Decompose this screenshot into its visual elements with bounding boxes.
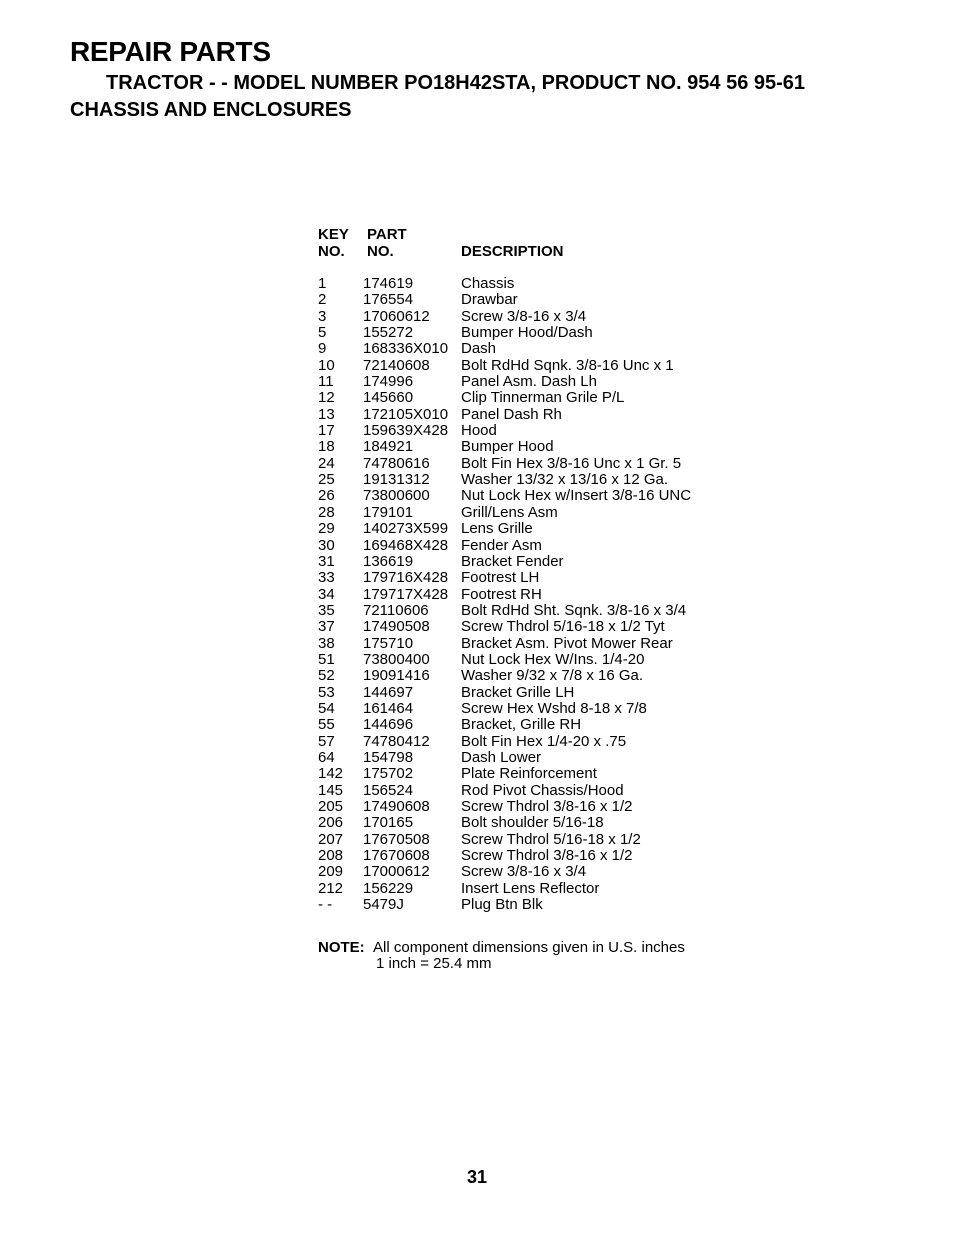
key-cell: 34 xyxy=(318,585,335,603)
table-row xyxy=(318,652,738,668)
key-cell: 55 xyxy=(318,716,335,734)
key-cell: 12 xyxy=(318,389,335,407)
part-number-cell: 17060612 xyxy=(363,307,430,325)
table-row xyxy=(318,309,738,325)
description-cell: Panel Dash Rh xyxy=(461,405,562,423)
key-cell: 142 xyxy=(318,765,344,783)
key-cell: 208 xyxy=(318,847,344,865)
key-cell: 35 xyxy=(318,601,335,619)
table-row xyxy=(318,341,738,357)
key-cell: 10 xyxy=(318,356,335,374)
model-text: TRACTOR - - MODEL NUMBER PO18H42STA, PRODUCT NO. 954 56 95-61 xyxy=(106,72,806,94)
table-row xyxy=(318,521,738,537)
part-number-cell: 74780616 xyxy=(363,454,430,472)
description-cell: Nut Lock Hex W/Ins. 1/4-20 xyxy=(461,650,645,668)
key-cell: 25 xyxy=(318,471,335,489)
part-number-cell: 159639X428 xyxy=(363,422,449,440)
description-cell: Washer 9/32 x 7/8 x 16 Ga. xyxy=(461,667,644,685)
part-number-cell: 179716X428 xyxy=(363,569,449,587)
key-cell: 11 xyxy=(318,373,334,391)
description-cell: Screw Hex Wshd 8-18 x 7/8 xyxy=(461,699,647,717)
part-number-cell: 175710 xyxy=(363,634,414,652)
description-cell: Screw Thdrol 3/8-16 x 1/2 xyxy=(461,798,633,815)
description-cell: Bracket Asm. Pivot Mower Rear xyxy=(461,634,673,652)
page-number: 31 xyxy=(466,1167,488,1187)
key-cell: 30 xyxy=(318,536,335,554)
key-cell: 64 xyxy=(318,748,335,766)
part-number-cell: 73800600 xyxy=(363,487,430,505)
part-number-cell: 170165 xyxy=(363,814,414,832)
part-number-cell: 17000612 xyxy=(363,863,430,881)
note-line1 xyxy=(318,940,685,956)
part-number-cell: 168336X010 xyxy=(363,340,449,358)
note-text: All component dimensions given in U.S. inches xyxy=(373,939,685,956)
description-cell: Washer 13/32 x 13/16 x 12 Ga. xyxy=(461,471,669,489)
description-cell: Footrest LH xyxy=(461,569,540,587)
part-number-cell: 17670508 xyxy=(363,830,430,848)
table-row xyxy=(318,734,738,750)
table-row xyxy=(318,881,738,897)
key-cell: 17 xyxy=(318,422,335,440)
table-row xyxy=(318,783,738,799)
part-number-cell: 19131312 xyxy=(363,471,430,489)
description-cell: Bolt RdHd Sht. Sqnk. 3/8-16 x 3/4 xyxy=(461,601,687,619)
table-row xyxy=(318,292,738,308)
key-cell: 2 xyxy=(318,291,327,309)
key-header-line1: KEY xyxy=(318,226,349,243)
key-cell: 3 xyxy=(318,307,327,325)
description-cell: Bumper Hood xyxy=(461,438,554,456)
table-row xyxy=(318,423,738,439)
key-cell: 51 xyxy=(318,650,335,668)
description-cell: Screw Thdrol 5/16-18 x 1/2 xyxy=(461,830,641,848)
part-number-cell: 155272 xyxy=(363,324,414,342)
part-number-cell: 140273X599 xyxy=(363,520,449,538)
key-cell: 33 xyxy=(318,569,335,587)
part-number-cell: 72110606 xyxy=(363,601,429,619)
table-row xyxy=(318,750,738,766)
part-number-cell: 5479J xyxy=(363,896,404,914)
part-number-cell: 156229 xyxy=(363,879,414,897)
part-number-cell: 172105X010 xyxy=(363,405,449,423)
key-cell: 24 xyxy=(318,454,335,472)
part-number-cell: 156524 xyxy=(363,781,414,799)
part-number-cell: 136619 xyxy=(363,552,414,570)
part-number-cell: 73800400 xyxy=(363,650,430,668)
part-header-line2: NO. xyxy=(367,243,394,260)
part-number-cell: 175702 xyxy=(363,765,414,783)
table-row xyxy=(318,864,738,880)
key-cell: 209 xyxy=(318,863,344,881)
description-cell: Bracket Grille LH xyxy=(461,683,575,701)
description-cell: Screw Thdrol 3/8-16 x 1/2 xyxy=(461,847,633,865)
note-line2: 1 inch = 25.4 mm xyxy=(376,955,492,972)
key-cell: 37 xyxy=(318,618,335,636)
key-cell: 52 xyxy=(318,667,335,685)
table-row xyxy=(318,897,738,913)
table-row xyxy=(318,439,738,455)
key-cell: 57 xyxy=(318,732,335,750)
description-cell: Bracket, Grille RH xyxy=(461,716,582,734)
description-cell: Drawbar xyxy=(461,291,518,309)
table-row xyxy=(318,603,738,619)
description-cell: Bolt Fin Hex 1/4-20 x .75 xyxy=(461,732,627,750)
description-cell: Bolt RdHd Sqnk. 3/8-16 Unc x 1 xyxy=(461,356,674,374)
part-number-cell: 144696 xyxy=(363,716,414,734)
table-row xyxy=(318,799,738,815)
key-cell: 29 xyxy=(318,520,335,538)
key-cell: 53 xyxy=(318,683,335,701)
description-cell: Bolt Fin Hex 3/8-16 Unc x 1 Gr. 5 xyxy=(461,454,682,472)
description-cell: Plug Btn Blk xyxy=(461,896,543,914)
description-cell: Insert Lens Reflector xyxy=(461,879,600,897)
description-cell: Chassis xyxy=(461,275,515,292)
key-cell: 31 xyxy=(318,552,335,570)
table-row xyxy=(318,390,738,406)
table-row xyxy=(318,374,738,390)
model-line xyxy=(70,70,805,97)
key-cell: 13 xyxy=(318,405,335,423)
part-number-cell: 17670608 xyxy=(363,847,430,865)
key-cell: 207 xyxy=(318,830,344,848)
key-cell: 28 xyxy=(318,503,335,521)
description-cell: Dash xyxy=(461,340,497,358)
key-cell: 212 xyxy=(318,879,344,897)
part-number-cell: 17490508 xyxy=(363,618,430,636)
description-cell: Panel Asm. Dash Lh xyxy=(461,373,597,391)
part-number-cell: 144697 xyxy=(363,683,414,701)
table-row xyxy=(318,276,738,292)
parts-table xyxy=(318,226,738,913)
part-number-cell: 174619 xyxy=(363,275,414,292)
key-cell: 5 xyxy=(318,324,327,342)
table-row xyxy=(318,832,738,848)
key-cell: 1 xyxy=(318,275,327,292)
description-cell: Bolt shoulder 5/16-18 xyxy=(461,814,604,832)
part-number-cell: 154798 xyxy=(363,748,414,766)
table-row xyxy=(318,668,738,684)
part-number-cell: 19091416 xyxy=(363,667,430,685)
part-number-cell: 169468X428 xyxy=(363,536,449,554)
table-row xyxy=(318,685,738,701)
description-cell: Bumper Hood/Dash xyxy=(461,324,593,342)
table-row xyxy=(318,619,738,635)
description-cell: Screw 3/8-16 x 3/4 xyxy=(461,307,587,325)
description-cell: Bracket Fender xyxy=(461,552,564,570)
table-row xyxy=(318,766,738,782)
description-header: DESCRIPTION xyxy=(461,243,564,260)
table-row xyxy=(318,701,738,717)
key-cell: 145 xyxy=(318,781,344,799)
table-row xyxy=(318,538,738,554)
description-cell: Rod Pivot Chassis/Hood xyxy=(461,781,624,799)
key-cell: 18 xyxy=(318,438,335,456)
table-row xyxy=(318,570,738,586)
part-number-cell: 145660 xyxy=(363,389,414,407)
part-number-cell: 179717X428 xyxy=(363,585,449,603)
key-header-line2: NO. xyxy=(318,243,345,260)
part-number-cell: 179101 xyxy=(363,503,414,521)
description-cell: Footrest RH xyxy=(461,585,542,603)
table-row xyxy=(318,325,738,341)
section-line: CHASSIS AND ENCLOSURES xyxy=(70,99,352,121)
table-row xyxy=(318,407,738,423)
key-cell: 26 xyxy=(318,487,335,505)
table-row xyxy=(318,472,738,488)
part-header-line1: PART xyxy=(367,226,407,243)
page-subtitle xyxy=(70,70,805,124)
note xyxy=(318,940,685,972)
description-cell: Screw 3/8-16 x 3/4 xyxy=(461,863,587,881)
key-cell: 206 xyxy=(318,814,344,832)
table-row xyxy=(318,505,738,521)
part-number-cell: 176554 xyxy=(363,291,414,309)
description-cell: Clip Tinnerman Grile P/L xyxy=(461,389,625,407)
part-number-cell: 174996 xyxy=(363,373,414,391)
description-cell: Lens Grille xyxy=(461,520,533,538)
key-cell: 54 xyxy=(318,699,335,717)
key-cell: - - xyxy=(318,896,333,914)
part-number-cell: 72140608 xyxy=(363,356,430,374)
key-cell: 205 xyxy=(318,798,344,815)
table-row xyxy=(318,636,738,652)
table-row xyxy=(318,848,738,864)
description-cell: Plate Reinforcement xyxy=(461,765,597,783)
part-number-cell: 161464 xyxy=(363,699,414,717)
key-cell: 38 xyxy=(318,634,335,652)
table-row xyxy=(318,456,738,472)
part-number-cell: 184921 xyxy=(363,438,414,456)
description-cell: Grill/Lens Asm xyxy=(461,503,558,521)
table-row xyxy=(318,488,738,504)
table-row xyxy=(318,815,738,831)
note-label: NOTE: xyxy=(318,939,365,956)
key-cell: 9 xyxy=(318,340,327,358)
parts-table-body xyxy=(318,276,738,913)
description-cell: Hood xyxy=(461,422,497,440)
part-number-cell: 74780412 xyxy=(363,732,430,750)
part-number-cell: 17490608 xyxy=(363,798,430,815)
table-row xyxy=(318,587,738,603)
page-title: REPAIR PARTS xyxy=(70,36,271,67)
table-row xyxy=(318,717,738,733)
description-cell: Screw Thdrol 5/16-18 x 1/2 Tyt xyxy=(461,618,665,636)
description-cell: Nut Lock Hex w/Insert 3/8-16 UNC xyxy=(461,487,692,505)
table-row xyxy=(318,358,738,374)
description-cell: Dash Lower xyxy=(461,748,542,766)
parts-table-header xyxy=(318,226,738,276)
table-row xyxy=(318,554,738,570)
description-cell: Fender Asm xyxy=(461,536,542,554)
